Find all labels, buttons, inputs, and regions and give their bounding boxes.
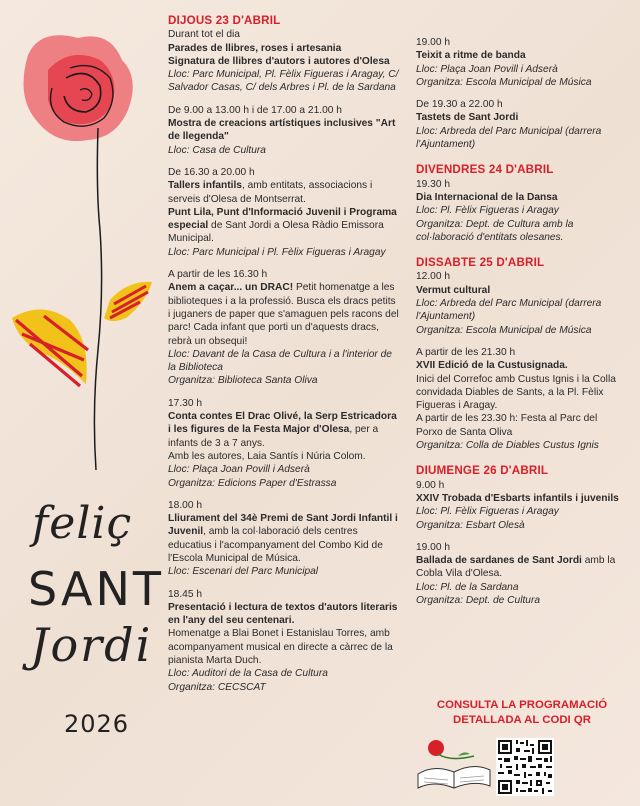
- event-location: Lloc: Plaça Joan Povill i Adserà: [168, 464, 310, 476]
- event-description: [416, 554, 624, 581]
- event-vermut: [416, 270, 624, 336]
- event-location: Lloc: Pl. de la Sardana: [416, 581, 519, 593]
- event-description: [168, 281, 400, 347]
- event-text: Amb les autores, Laia Santís i Núria Colom.: [168, 450, 366, 462]
- event-time: A partir de les 21.30 h: [416, 346, 516, 358]
- event-text: A partir de les 23.30 h: Festa al Parc del Porxo de Santa Oliva: [416, 413, 598, 438]
- event-title: XXIV Trobada d'Esbarts infantils i juvenils: [416, 492, 619, 504]
- qr-code-icon[interactable]: [496, 738, 554, 796]
- event-time: 9.00 h: [416, 479, 445, 491]
- day-heading-sunday: DIUMENGE 26 D'ABRIL: [416, 464, 549, 478]
- day-heading-friday: DIVENDRES 24 D'ABRIL: [416, 163, 554, 177]
- book-with-rose-icon: [414, 734, 494, 794]
- event-title: Tallers infantils: [168, 180, 242, 192]
- day-heading-thursday: DIJOUS 23 D'ABRIL: [168, 14, 281, 27]
- event-time: A partir de les 16.30 h: [168, 269, 268, 281]
- event-text: Homenatge a Blai Bonet i Estanislau Torres, amb acompanyament musical en directe a càrrec de la pianista Marta Duch.: [168, 628, 393, 667]
- cta-line-2: DETALLADA AL CODI QR: [453, 714, 591, 726]
- event-location: Lloc: Escenari del Parc Municipal: [168, 566, 319, 578]
- event-text: Inici del Correfoc amb Custus Ignis i la Colla convidada Diables de Sants, a la Pl. Fèlix Figueras i Aragay.: [416, 373, 616, 412]
- cta-line-1: CONSULTA LA PROGRAMACIÓ: [436, 699, 608, 711]
- event-organizer: Organitza: Colla de Diables Custus Ignis: [416, 440, 599, 452]
- event-location: Lloc: Arbreda del Parc Municipal (darrera l'Ajuntament): [416, 125, 602, 151]
- event-time: De 19.30 a 22.00 h: [416, 99, 503, 111]
- event-title: Ballada de sardanes de Sant Jordi: [416, 555, 582, 567]
- event-esbarts: [416, 479, 624, 532]
- program-column-1: [168, 14, 400, 703]
- event-exhibition: [168, 104, 400, 157]
- event-organizer: Organitza: Edicions Paper d'Estrassa: [168, 477, 337, 489]
- title-year: 2026: [64, 710, 130, 738]
- event-title: Mostra de creacions artístiques inclusives "Art de llegenda": [168, 118, 396, 143]
- event-title: Teixit a ritme de banda: [416, 50, 526, 62]
- event-description: [168, 410, 400, 450]
- event-location: Lloc: Davant de la Casa de Cultura i a l'interior de la Biblioteca: [168, 348, 392, 374]
- event-title: Anem a caçar... un DRAC!: [168, 282, 294, 294]
- event-organizer: Organitza: Esbart Olesà: [416, 519, 525, 531]
- event-location: Lloc: Pl. Fèlix Figueras i Aragay: [416, 205, 559, 217]
- event-organizer: Organitza: CECSCAT: [168, 681, 266, 693]
- event-text: , per a infants de 3 a 7 anys.: [168, 424, 379, 449]
- event-time: 19.00 h: [416, 37, 450, 48]
- event-location: Lloc: Arbreda del Parc Municipal (darrera l'Ajuntament): [416, 298, 602, 323]
- event-organizer: Organitza: Dept. de Cultura amb la col·laboració d'entitats olesanes.: [416, 218, 574, 243]
- qr-call-to-action: [424, 698, 620, 728]
- title-felic: feliç: [32, 498, 133, 549]
- event-stalls: [168, 28, 400, 94]
- event-location: Lloc: Auditori de la Casa de Cultura: [168, 668, 328, 680]
- event-drac: [168, 268, 400, 388]
- event-text: , amb entitats, associacions i serveis d'Olesa de Montserrat.: [168, 180, 373, 205]
- event-time: 18.00 h: [168, 499, 202, 511]
- event-custusignada: [416, 346, 624, 452]
- event-location: Lloc: Parc Municipal, Pl. Fèlix Figueras i Aragay, C/ Salvador Casas, C/ dels Arbres i Pl. de la Sardana: [168, 69, 399, 94]
- event-organizer: Organitza: Dept. de Cultura: [416, 594, 541, 606]
- event-time: De 9.00 a 13.00 h i de 17.00 a 21.00 h: [168, 104, 342, 116]
- title-jordi: Jordi: [30, 618, 153, 672]
- event-text: de Sant Jordi a Olesa Ràdio Emissora Municipal.: [168, 220, 384, 245]
- event-title: Dia Internacional de la Dansa: [416, 191, 558, 203]
- event-location: Lloc: Casa de Cultura: [168, 144, 266, 156]
- event-dance: [416, 178, 624, 244]
- event-text: , amb la col·laboració dels centres educatius i l'acompanyament del Combo Kid de l'Escola Municipal de Música.: [168, 526, 383, 564]
- event-title: Lliurament del 34è Premi de Sant Jordi Infantil i Juvenil: [168, 513, 398, 538]
- event-text: amb la Cobla Vila d'Olesa.: [416, 555, 616, 580]
- event-time: 18.45 h: [168, 588, 202, 600]
- event-organizer: Organitza: Escola Municipal de Música: [416, 76, 592, 88]
- title-sant: SANT: [28, 562, 165, 616]
- event-time: 19.30 h: [416, 178, 450, 190]
- event-organizer: Organitza: Biblioteca Santa Oliva: [168, 375, 318, 387]
- senyera-ribbon-icon: [12, 282, 152, 386]
- event-time: 17.30 h: [168, 397, 202, 409]
- event-band: [416, 36, 624, 89]
- event-location: Lloc: Pl. Fèlix Figueras i Aragay: [416, 506, 559, 518]
- rose-bloom-icon: [24, 35, 133, 141]
- day-heading-saturday: DISSABTE 25 D'ABRIL: [416, 256, 545, 270]
- event-time: 19.00 h: [416, 541, 450, 553]
- event-location: Lloc: Plaça Joan Povill i Adserà: [416, 63, 558, 75]
- event-description: [168, 179, 400, 206]
- event-title: Presentació i lectura de textos d'autors literaris en l'any del seu centenari.: [168, 601, 398, 627]
- event-title: Punt Lila, Punt d'Informació Juvenil i Programa especial: [168, 206, 397, 232]
- rose-stem-icon: [94, 128, 101, 470]
- program-column-2: [416, 36, 624, 616]
- event-title: XVII Edició de la Custusignada.: [416, 360, 568, 372]
- event-title: Vermut cultural: [416, 284, 491, 296]
- event-title: Tastets de Sant Jordi: [416, 112, 519, 124]
- event-description: [168, 206, 400, 246]
- event-tastets: [416, 98, 624, 151]
- event-title: Conta contes El Drac Olivé, la Serp Estricadora i les figures de la Festa Major d'Olesa: [168, 411, 397, 436]
- event-reading: [168, 588, 400, 694]
- event-time: De 16.30 a 20.00 h: [168, 166, 255, 178]
- event-title: Parades de llibres, roses i artesania: [168, 42, 342, 54]
- event-title: Signatura de llibres d'autors i autores d'Olesa: [168, 55, 390, 67]
- event-description: [168, 512, 400, 565]
- event-organizer: Organitza: Escola Municipal de Música: [416, 324, 592, 336]
- event-storytelling: [168, 397, 400, 490]
- event-time: 12.00 h: [416, 271, 450, 283]
- event-award: [168, 499, 400, 579]
- event-location: Lloc: Parc Municipal i Pl. Fèlix Figueras i Aragay: [168, 246, 386, 258]
- event-sardanes: [416, 541, 624, 607]
- event-text: Petit homenatge a les biblioteques i a la professió. Busca els dracs petits i juganers de paper que s'amaguen pels racons del parc! Cada infant que porti un d'aquests dracs, rebrà un obsequi!: [168, 282, 399, 347]
- event-time: Durant tot el dia: [168, 29, 240, 41]
- event-workshops: [168, 166, 400, 259]
- rose-illustration: [0, 0, 170, 500]
